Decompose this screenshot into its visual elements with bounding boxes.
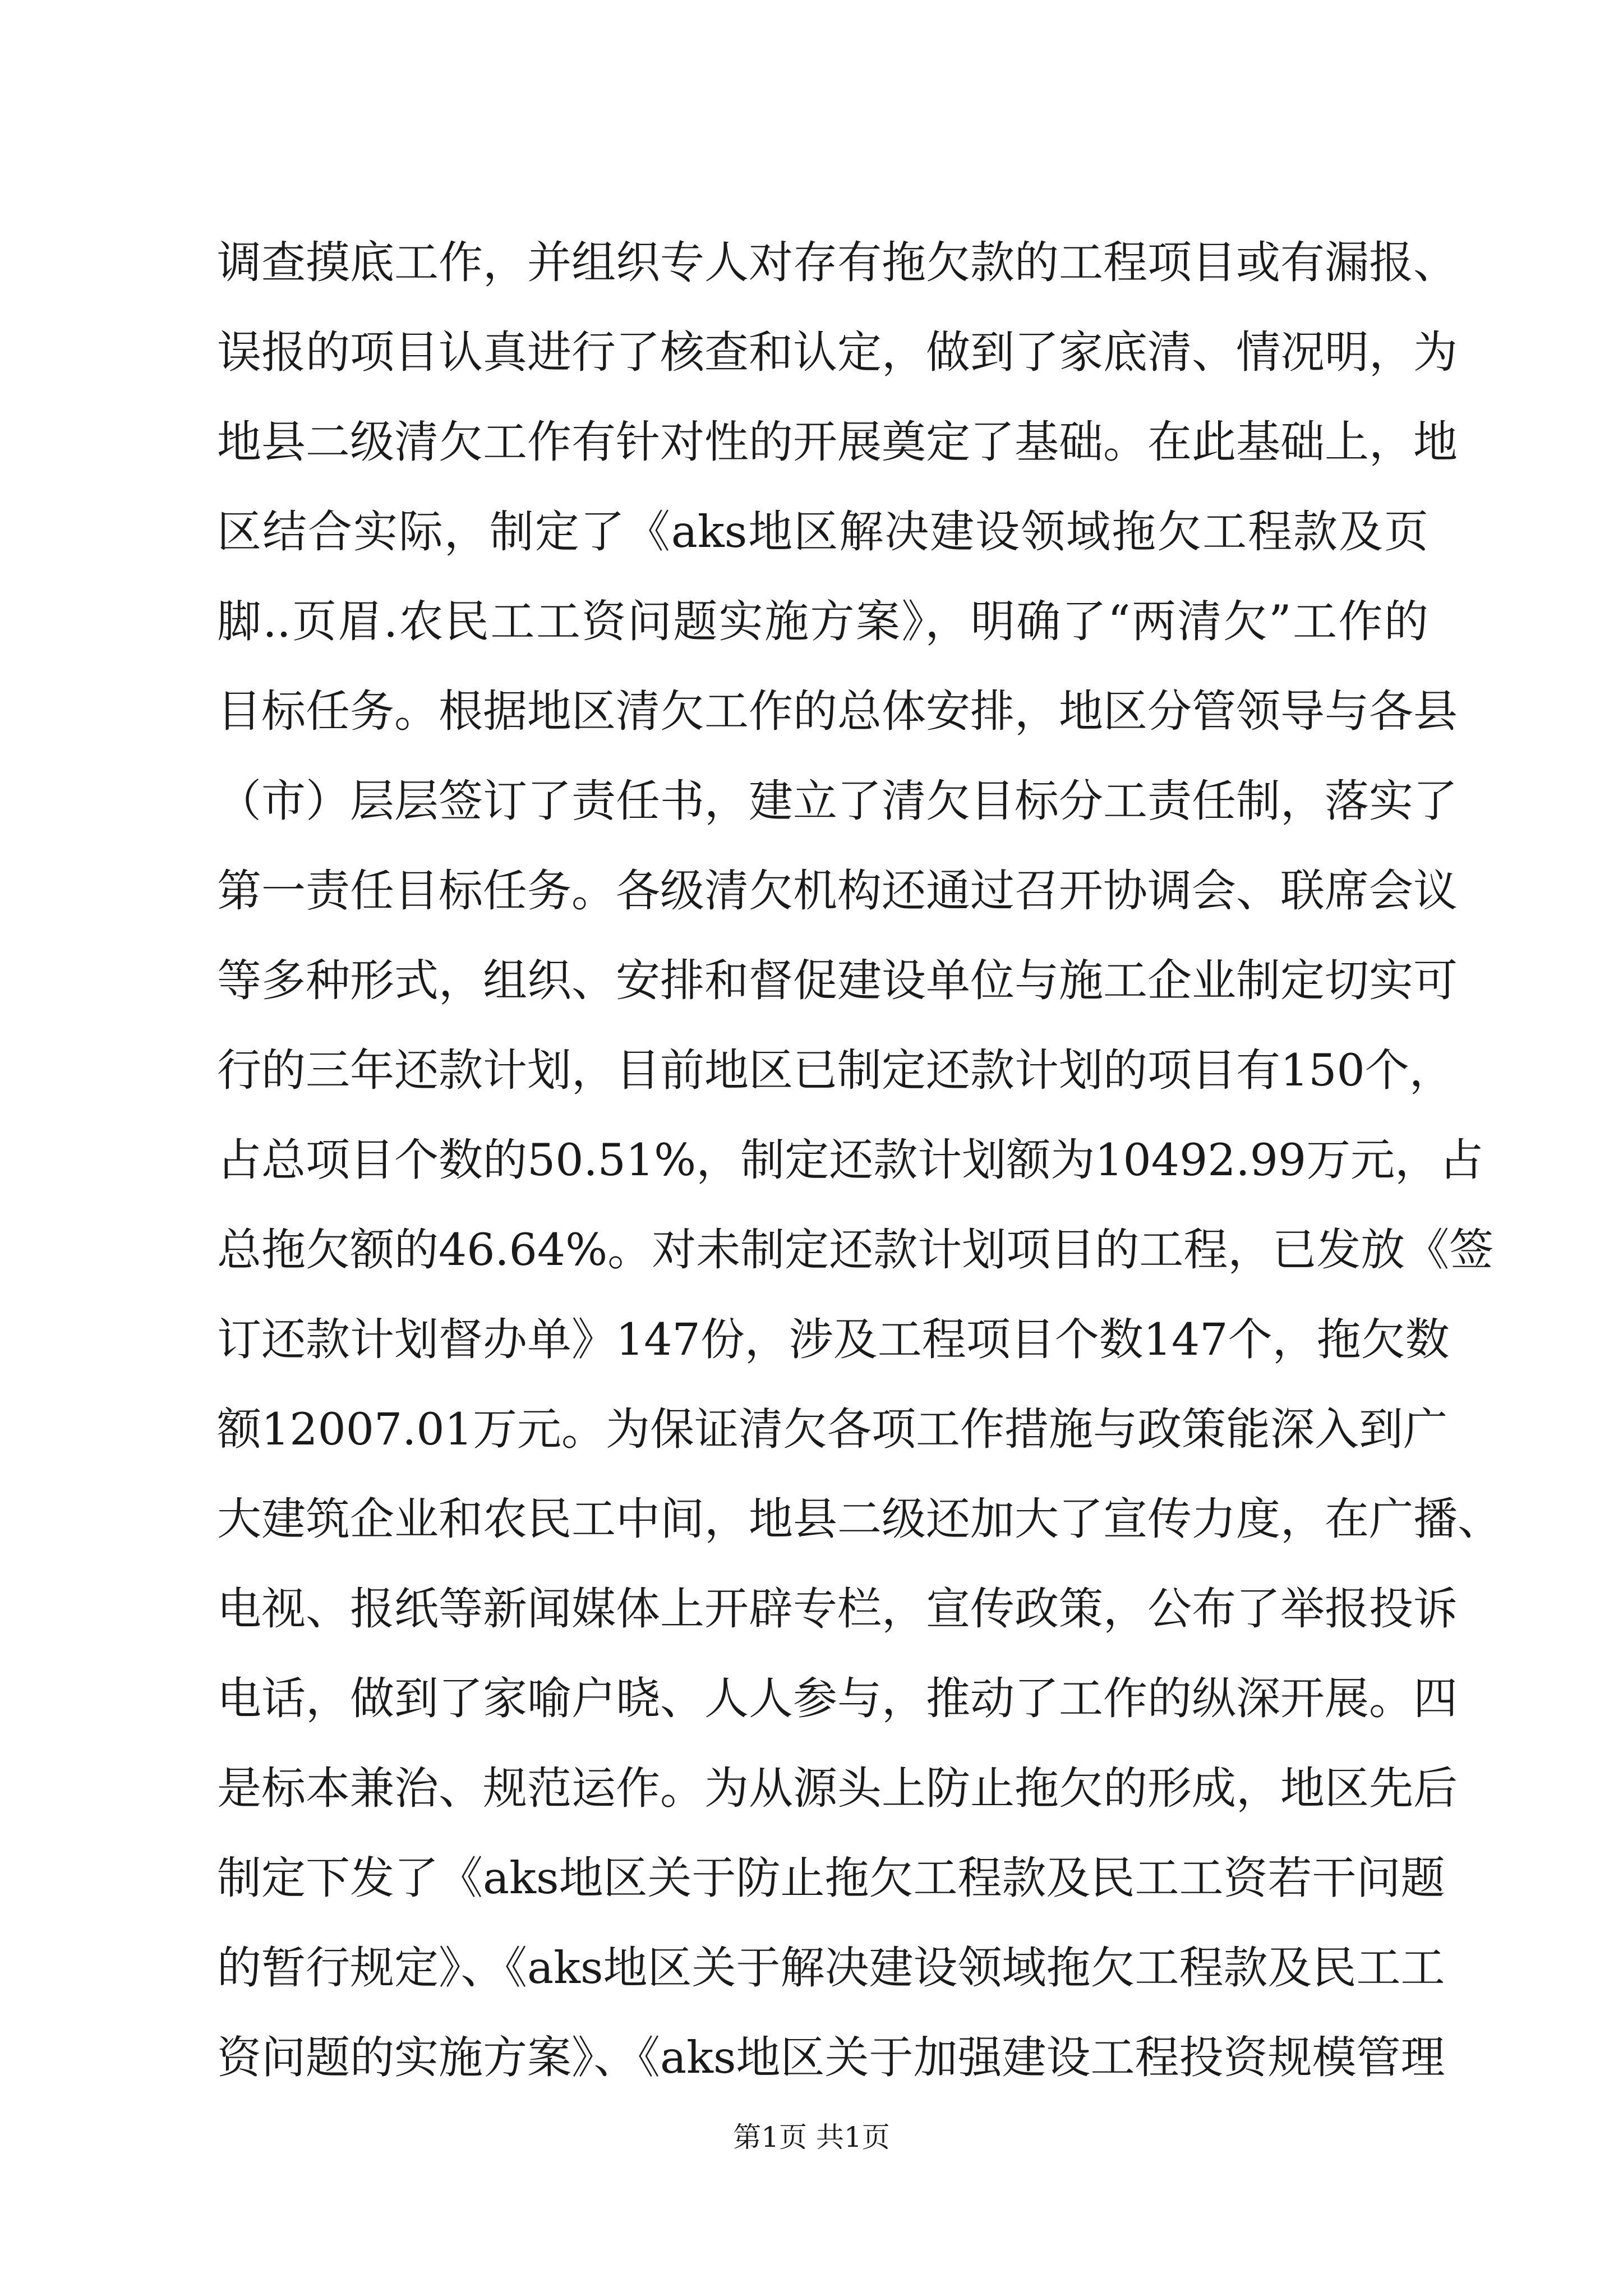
text-line: 第一责任目标任务。各级清欠机构还通过召开协调会、联席会议 [217,865,1458,917]
text-line: （市）层层签订了责任书，建立了清欠目标分工责任制，落实了 [217,775,1458,827]
text-line: 区结合实际，制定了《aks地区解决建设领域拖欠工程款及页 [217,506,1428,558]
text-line: 行的三年还款计划，目前地区已制定还款计划的项目有150个， [217,1045,1454,1096]
text-line: 是标本兼治、规范运作。为从源头上防止拖欠的形成，地区先后 [217,1763,1458,1814]
text-line: 调查摸底工作，并组织专人对存有拖欠款的工程项目或有漏报、 [217,237,1458,288]
text-line: 误报的项目认真进行了核查和认定，做到了家底清、情况明，为 [217,326,1458,378]
text-line: 脚..页眉.农民工工资问题实施方案》，明确了“两清欠”工作的 [217,596,1428,647]
text-line: 占总项目个数的50.51%，制定还款计划额为10492.99万元，占 [217,1134,1484,1186]
text-line: 额12007.01万元。为保证清欠各项工作措施与政策能深入到广 [217,1404,1447,1455]
text-line: 电视、报纸等新闻媒体上开辟专栏，宣传政策，公布了举报投诉 [217,1583,1458,1635]
text-line: 目标任务。根据地区清欠工作的总体安排，地区分管领导与各县 [217,685,1458,737]
text-line: 的暂行规定》、《aks地区关于解决建设领域拖欠工程款及民工工 [217,1942,1445,1994]
text-line: 制定下发了《aks地区关于防止拖欠工程款及民工工资若干问题 [217,1852,1445,1904]
text-line: 等多种形式，组织、安排和督促建设单位与施工企业制定切实可 [217,955,1458,1006]
text-line: 总拖欠额的46.64%。对未制定还款计划项目的工程，已发放《签 [217,1224,1494,1276]
text-line: 大建筑企业和农民工中间，地县二级还加大了宣传力度，在广播、 [217,1493,1502,1545]
page-footer: 第1页 共1页 [733,2121,890,2154]
text-line: 电话，做到了家喻户晓、人人参与，推动了工作的纵深开展。四 [217,1673,1458,1724]
text-line: 地县二级清欠工作有针对性的开展奠定了基础。在此基础上，地 [217,416,1458,468]
text-line: 订还款计划督办单》147份，涉及工程项目个数147个，拖欠数 [217,1314,1450,1365]
text-line: 资问题的实施方案》、《aks地区关于加强建设工程投资规模管理 [217,2032,1445,2083]
